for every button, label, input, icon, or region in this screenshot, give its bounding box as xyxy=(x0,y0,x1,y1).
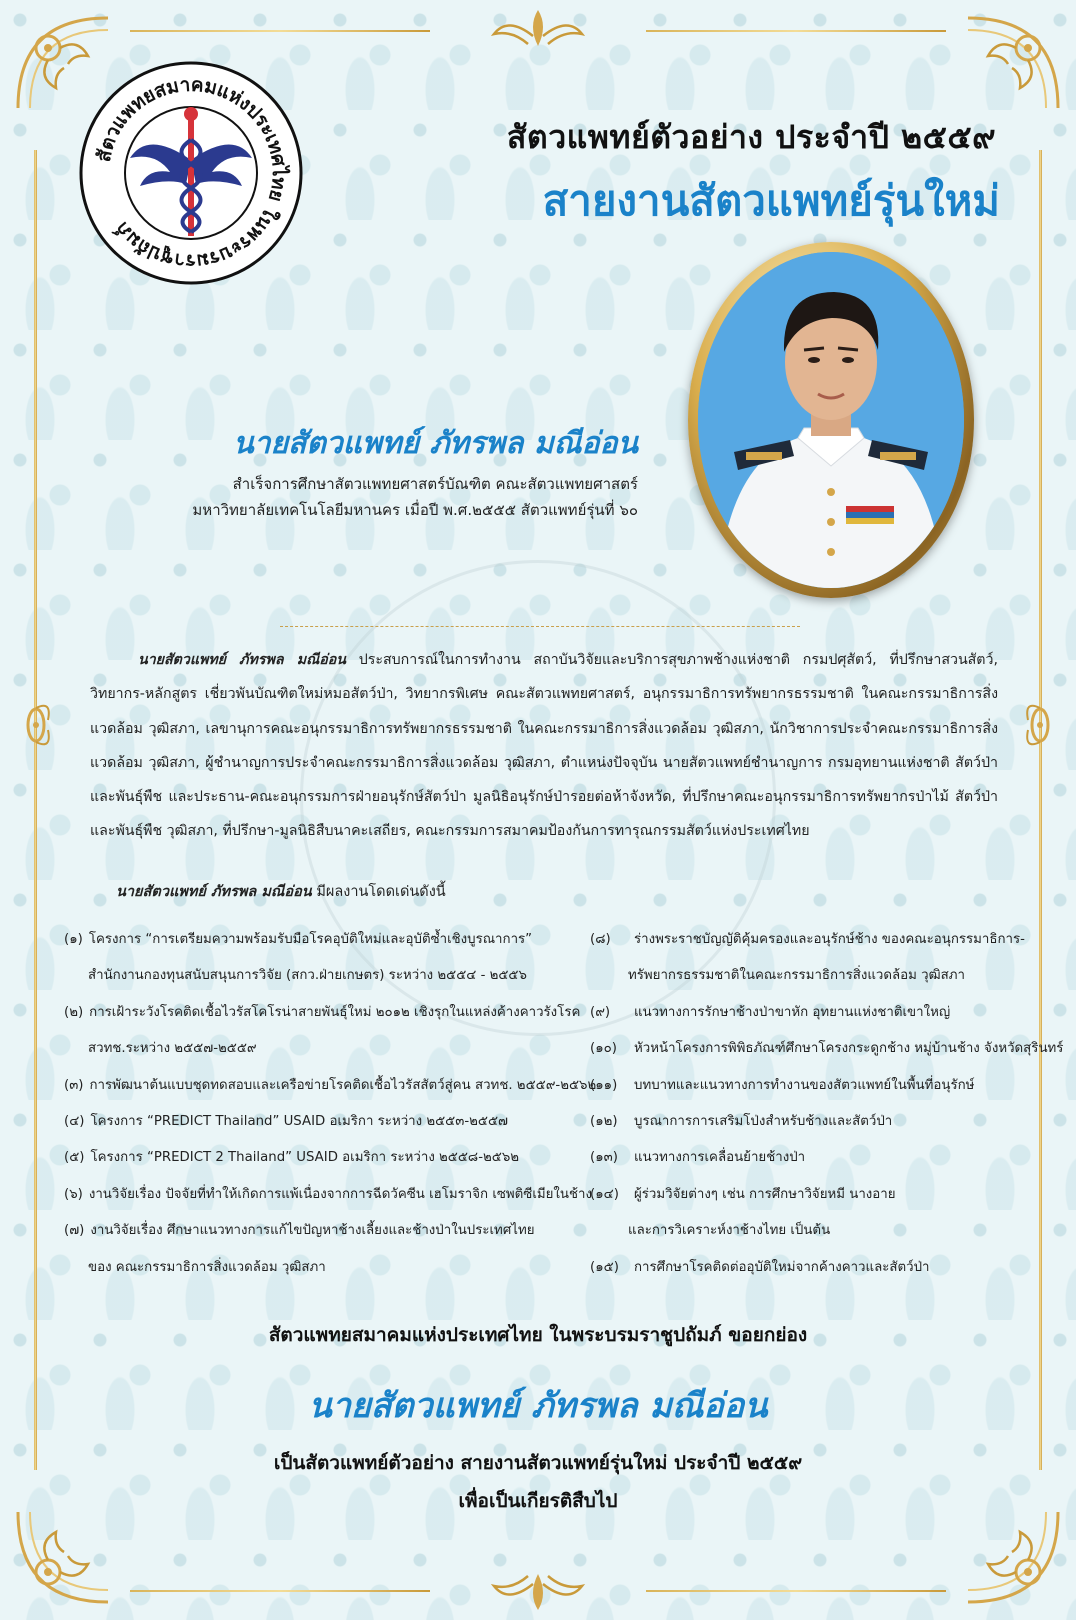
border-line-right xyxy=(1039,150,1042,1470)
list-item: (๗) งานวิจัยเรื่อง ศึกษาแนวทางการแก้ไขปัญหาช้างเลี้ยงและช้างป่าในประเทศไทย xyxy=(64,1223,535,1239)
list-item: (๔) โครงการ “PREDICT Thailand” USAID อเมริกา ระหว่าง ๒๕๕๓-๒๕๕๗ xyxy=(64,1114,509,1130)
list-item: สวทช.ระหว่าง ๒๕๕๗-๒๕๕๙ xyxy=(88,1041,257,1057)
border-line-bottom-left xyxy=(130,1590,430,1592)
works-heading xyxy=(116,880,446,903)
list-item: (๕) โครงการ “PREDICT 2 Thailand” USAID อเมริกา ระหว่าง ๒๕๕๘-๒๕๖๒ xyxy=(64,1150,520,1166)
list-item: (๖) งานวิจัยเรื่อง ปัจจัยที่ทำให้เกิดการแพ้เนื่องจากการฉีดวัคซีน เฮโมราจิก เซพติซีเมียในช้าง xyxy=(64,1186,592,1202)
footer-closing-line: เพื่อเป็นเกียรติสืบไป xyxy=(458,1490,618,1512)
works-heading-name: นายสัตวแพทย์ ภัทรพล มณีอ่อน xyxy=(116,884,312,900)
bottom-center-ornament-icon xyxy=(488,1566,588,1614)
portrait-frame xyxy=(688,242,974,598)
list-item: (๘) ร่างพระราชบัญญัติคุ้มครองและอนุรักษ์ช้าง ของคณะอนุกรรมาธิการ- xyxy=(590,932,1025,947)
education-line-2: มหาวิทยาลัยเทคโนโลยีมหานคร เมื่อปี พ.ศ.๒๕๕๕ สัตวแพทย์รุ่นที่ ๖๐ xyxy=(192,501,638,519)
list-item: (๑๒) บูรณาการการเสริมโป่งสำหรับช้างและสัตว์ป่า xyxy=(590,1114,893,1130)
list-item: และการวิเคราะห์งาช้างไทย เป็นต้น xyxy=(628,1223,831,1239)
side-ornament-icon xyxy=(1018,690,1058,760)
list-item: (๓) การพัฒนาต้นแบบชุดทดสอบและเครือข่ายโรคติดเชื้อไวรัสสัตว์สู่คน สวทช. ๒๕๕๙-๒๕๖๒ xyxy=(64,1077,597,1093)
portrait-illustration xyxy=(698,252,964,588)
corner-ornament-icon xyxy=(8,1502,118,1612)
section-divider xyxy=(280,626,800,627)
border-line-top-left xyxy=(130,30,430,32)
side-ornament-icon xyxy=(18,690,58,760)
works-heading-suffix: มีผลงานโดดเด่นดังนี้ xyxy=(316,884,446,900)
works-list-right xyxy=(590,922,1064,1286)
portrait-photo xyxy=(698,252,964,588)
border-line-top-right xyxy=(646,30,946,32)
list-item: สำนักงานกองทุนสนับสนุนการวิจัย (สกว.ฝ่ายเกษตร) ระหว่าง ๒๕๕๔ - ๒๕๕๖ xyxy=(88,968,527,984)
awardee-name: นายสัตวแพทย์ ภัทรพล มณีอ่อน xyxy=(233,426,638,461)
footer-awardee-name: นายสัตวแพทย์ ภัทรพล มณีอ่อน xyxy=(308,1386,768,1426)
svg-text:สัตวแพทยสมาคมแห่งประเทศไทย ในพ: สัตวแพทยสมาคมแห่งประเทศไทย ในพระบรมราชูปถัมภ์ xyxy=(92,73,291,273)
list-item: (๙) แนวทางการรักษาช้างป่าขาหัก อุทยานแห่งชาติเขาใหญ่ xyxy=(590,1004,951,1020)
bio-name: นายสัตวแพทย์ ภัทรพล มณีอ่อน xyxy=(138,652,346,668)
list-item: (๑๔) ผู้ร่วมวิจัยต่างๆ เช่น การศึกษาวิจัยหมี นางอาย xyxy=(590,1186,896,1202)
list-item: (๑๕) การศึกษาโรคติดต่ออุบัติใหม่จากค้างคาวและสัตว์ป่า xyxy=(590,1259,930,1275)
footer-honor-line: สัตวแพทยสมาคมแห่งประเทศไทย ในพระบรมราชูปถัมภ์ ขอยกย่อง xyxy=(268,1324,808,1346)
list-item: (๑) โครงการ “การเตรียมความพร้อมรับมือโรคอุบัติใหม่และอุบัติซ้ำเชิงบูรณาการ” xyxy=(64,932,533,947)
award-category: สายงานสัตวแพทย์รุ่นใหม่ xyxy=(542,176,1000,225)
list-item: (๑๓) แนวทางการเคลื่อนย้ายช้างป่า xyxy=(590,1150,806,1166)
list-item: (๑๑) บทบาทและแนวทางการทำงานของสัตวแพทย์ในพื้นที่อนุรักษ์ xyxy=(590,1077,975,1093)
border-line-left xyxy=(34,150,37,1470)
list-item: (๑๐) หัวหน้าโครงการพิพิธภัณฑ์ศึกษาโครงกระดูกช้าง หมู่บ้านช้าง จังหวัดสุรินทร์ xyxy=(590,1041,1064,1057)
corner-ornament-icon xyxy=(958,8,1068,118)
list-item: (๒) การเฝ้าระวังโรคติดเชื้อไวรัสโคโรน่าสายพันธุ์ใหม่ ๒๐๑๒ เชิงรุกในแหล่งค้างคาวรังโรค xyxy=(64,1004,581,1020)
bio-text: ประสบการณ์ในการทำงาน สถาบันวิจัยและบริการสุขภาพช้างแห่งชาติ กรมปศุสัตว์, ที่ปรึกษาสวนสัตว์, วิทยากร-หลักสูตร เชี่ยวพันบัณฑิตใหม่หมอสัตว์ป่า, วิทยากรพิเศษ คณะสัตวแพทยศาสตร์, อนุกรรมาธิการทรัพยากรธรรมชาติ ในคณะกรรมาธิการสิ่งแวดล้อม วุฒิสภา, เลขานุการคณะอนุกรรมาธิการทรัพยากรธรรมชาติ ในคณะกรรมาธิการสิ่งแวดล้อม วุฒิสภา, นักวิชาการประจำคณะกรรมาธิการสิ่งแวดล้อม วุฒิสภา, ผู้ชำนาญการประจำคณะกรรมาธิการสิ่งแวดล้อม วุฒิสภา, ตำแหน่งปัจจุบัน นายสัตวแพทย์ชำนาญการ กรมอุทยานแห่งชาติ สัตว์ป่า และพันธุ์พืช และประธาน-คณะอนุกรรมการฝ่ายอนุรักษ์สัตว์ป่า มูลนิธิอนุรักษ์ป่ารอยต่อห้าจังหวัด, ที่ปรึกษาคณะอนุกรรมาธิการทรัพยากรป่าไม้ สัตว์ป่า และพันธุ์พืช วุฒิสภา, ที่ปรึกษา-มูลนิธิสืบนาคะเสถียร, คณะกรรมการสมาคมป้องกันการทารุณกรรมสัตว์แห่งประเทศไทย xyxy=(90,652,998,840)
award-title: สัตวแพทย์ตัวอย่าง ประจำปี ๒๕๕๙ xyxy=(506,118,996,156)
education-line-1: สำเร็จการศึกษาสัตวแพทยศาสตร์บัณฑิต คณะสัตวแพทยศาสตร์ xyxy=(232,475,638,493)
footer-award-line: เป็นสัตวแพทย์ตัวอย่าง สายงานสัตวแพทย์รุ่นใหม่ ประจำปี ๒๕๕๙ xyxy=(273,1452,803,1474)
list-item: ของ คณะกรรมาธิการสิ่งแวดล้อม วุฒิสภา xyxy=(88,1259,326,1275)
works-list-left xyxy=(64,922,597,1286)
border-line-bottom-right xyxy=(646,1590,946,1592)
association-logo xyxy=(78,60,304,286)
corner-ornament-icon xyxy=(958,1502,1068,1612)
list-item: ทรัพยากรธรรมชาติในคณะกรรมาธิการสิ่งแวดล้อม วุฒิสภา xyxy=(628,968,965,984)
top-center-ornament-icon xyxy=(488,6,588,54)
biography-paragraph xyxy=(90,643,998,849)
